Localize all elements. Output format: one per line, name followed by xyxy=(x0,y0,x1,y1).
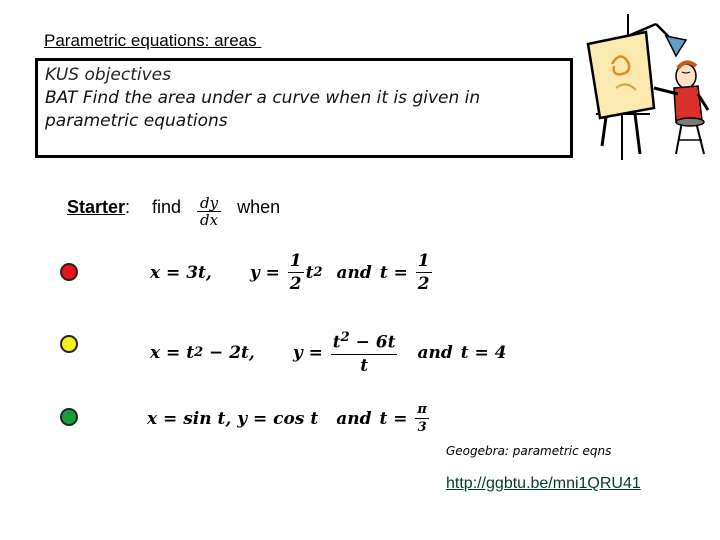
eq1-y-lhs: y = xyxy=(249,262,286,283)
eq3-and: and xyxy=(336,408,372,429)
eq1-t-bar xyxy=(416,272,432,273)
eq2-y-bar xyxy=(331,354,398,355)
objectives-heading: KUS objectives xyxy=(45,65,171,85)
eq2-y-den: t xyxy=(360,355,369,376)
starter-colon: : xyxy=(125,196,131,217)
equation-3 xyxy=(147,402,431,435)
eq2-y-num-b: − 6t xyxy=(349,332,396,353)
geogebra-label: Geogebra: parametric eqns xyxy=(446,444,612,458)
eq2-y-num-exp: 2 xyxy=(340,330,350,345)
eq1-t-num: 1 xyxy=(417,251,430,271)
eq1-y-tail: t xyxy=(305,262,314,283)
eq1-t-lhs: t = xyxy=(379,262,414,283)
eq1-y-bar xyxy=(288,272,304,273)
green-dot xyxy=(60,408,78,426)
eq1-x: x = 3t, xyxy=(150,262,212,283)
eq3-t-lhs: t = xyxy=(379,408,414,429)
eq3-x: x = sin t, xyxy=(147,408,232,429)
yellow-dot xyxy=(60,335,78,353)
dydx-fraction xyxy=(197,193,221,229)
starter-when: when xyxy=(237,196,281,217)
eq2-x-tail: − 2t, xyxy=(203,342,255,363)
eq2-y-num-a: t xyxy=(332,332,341,353)
eq2-y-fraction xyxy=(331,330,398,376)
eq1-y-fraction xyxy=(288,251,304,294)
starter-prompt xyxy=(67,190,281,229)
geogebra-link[interactable]: http://ggbtu.be/mni1QRU41 xyxy=(446,475,641,492)
starter-find: find xyxy=(152,196,182,217)
eq1-t-fraction xyxy=(416,251,432,294)
dydx-numerator: dy xyxy=(200,193,219,212)
equation-2 xyxy=(150,330,506,376)
eq3-y: y = cos t xyxy=(231,408,319,429)
eq1-and: and xyxy=(336,262,372,283)
objectives-line-2: parametric equations xyxy=(45,111,228,131)
eq2-t: t = 4 xyxy=(460,342,507,363)
eq3-t-fraction xyxy=(415,402,429,435)
eq2-y-lhs: y = xyxy=(292,342,329,363)
objectives-line-1: BAT Find the area under a curve when it is given in xyxy=(45,88,481,108)
eq1-y-den: 2 xyxy=(289,274,302,294)
eq3-t-den: 3 xyxy=(417,420,427,435)
dydx-denominator: dx xyxy=(200,210,219,229)
teacher-at-easel-clipart xyxy=(582,14,712,160)
eq1-y-exp: 2 xyxy=(313,265,323,280)
eq2-x-exp: 2 xyxy=(194,345,204,361)
eq2-y-num xyxy=(331,330,398,353)
eq3-t-num: π xyxy=(417,402,427,417)
slide-title: Parametric equations: areas xyxy=(44,31,262,50)
eq2-x: x = t xyxy=(150,342,195,363)
eq1-y-num: 1 xyxy=(289,251,302,271)
objectives-box xyxy=(35,58,573,158)
objectives-text xyxy=(45,64,480,133)
eq2-and: and xyxy=(417,342,453,363)
eq3-t-bar xyxy=(415,418,429,419)
eq1-t-den: 2 xyxy=(417,274,430,294)
equation-1 xyxy=(150,251,434,294)
red-dot xyxy=(60,263,78,281)
starter-label: Starter xyxy=(67,196,126,217)
